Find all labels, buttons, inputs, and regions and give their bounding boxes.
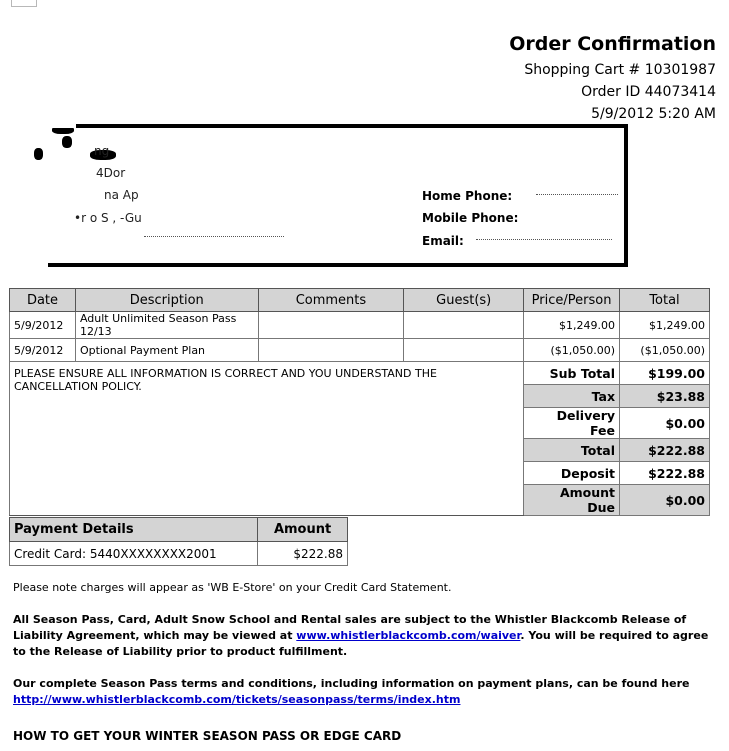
table-row	[10, 542, 348, 566]
summary-label-delivery: Delivery Fee	[524, 408, 620, 439]
summary-label-total: Total	[524, 439, 620, 462]
liability-text-start: All Season Pass, Card, Adult Snow School and Rental sales are subject to the Whistler Blackcomb Release of Liability Agreement, which may be viewed at	[13, 613, 687, 642]
summary-value-deposit: $222.88	[620, 462, 710, 485]
order-table	[9, 288, 710, 516]
mobile-phone-label: Mobile Phone:	[422, 211, 519, 225]
phone-residue	[536, 194, 618, 195]
summary-value-tax: $23.88	[620, 385, 710, 408]
summary-value-amount-due: $0.00	[620, 485, 710, 516]
col-comments: Comments	[258, 289, 404, 312]
summary-value-subtotal: $199.00	[620, 362, 710, 385]
row-price: $1,249.00	[524, 312, 620, 339]
summary-row	[10, 362, 710, 385]
row-total: $1,249.00	[620, 312, 710, 339]
terms-text: Our complete Season Pass terms and conditions, including information on payment plans, can be found here	[13, 677, 690, 690]
liability-text-end: . You will be required to agree to the Release of Liability prior to product fulfillment.	[13, 629, 709, 658]
col-guests: Guest(s)	[404, 289, 524, 312]
whiteout	[48, 259, 100, 263]
email-residue	[476, 239, 612, 240]
col-total: Total	[620, 289, 710, 312]
row-date: 5/9/2012	[10, 312, 76, 339]
summary-value-total: $222.88	[620, 439, 710, 462]
address-fragment: ng	[94, 144, 110, 158]
order-datetime: 5/9/2012 5:20 AM	[591, 106, 716, 122]
waiver-link[interactable]: www.whistlerblackcomb.com/waiver	[296, 629, 521, 642]
row-description: Optional Payment Plan	[75, 339, 258, 362]
cart-number: Shopping Cart # 10301987	[524, 62, 716, 78]
payment-table	[9, 517, 348, 566]
liability-note	[13, 612, 713, 660]
row-date: 5/9/2012	[10, 339, 76, 362]
row-description: Adult Unlimited Season Pass 12/13	[75, 312, 258, 339]
terms-note	[13, 676, 713, 708]
table-row	[10, 312, 710, 339]
table-row	[10, 339, 710, 362]
statement-note: Please note charges will appear as 'WB E-Store' on your Credit Card Statement.	[13, 581, 452, 594]
row-comments	[258, 312, 404, 339]
col-description: Description	[75, 289, 258, 312]
row-guest	[404, 339, 524, 362]
col-price: Price/Person	[524, 289, 620, 312]
address-fragment: na Ap	[104, 188, 139, 202]
order-id: Order ID 44073414	[581, 84, 716, 100]
email-label: Email:	[422, 234, 464, 248]
row-price: ($1,050.00)	[524, 339, 620, 362]
col-date: Date	[10, 289, 76, 312]
section-heading: HOW TO GET YOUR WINTER SEASON PASS OR EDGE CARD	[13, 729, 402, 743]
col-payment-details: Payment Details	[10, 518, 258, 542]
terms-link[interactable]: http://www.whistlerblackcomb.com/tickets/seasonpass/terms/index.htm	[13, 693, 461, 706]
payment-header-row	[10, 518, 348, 542]
summary-label-tax: Tax	[524, 385, 620, 408]
redaction-mark	[62, 136, 72, 148]
row-comments	[258, 339, 404, 362]
summary-label-deposit: Deposit	[524, 462, 620, 485]
contact-box	[48, 124, 628, 267]
address-fragment: •r ο S , -Gu	[74, 211, 142, 225]
address-fragment: 4Dor	[96, 166, 126, 180]
order-header-row	[10, 289, 710, 312]
redaction-mark	[34, 148, 43, 160]
row-guest	[404, 312, 524, 339]
home-phone-label: Home Phone:	[422, 189, 513, 203]
address-residue	[144, 236, 284, 237]
whiteout	[48, 124, 76, 128]
page-title: Order Confirmation	[509, 33, 716, 55]
corner-box	[11, 0, 37, 7]
row-total: ($1,050.00)	[620, 339, 710, 362]
payment-method: Credit Card: 5440XXXXXXXX2001	[10, 542, 258, 566]
summary-value-delivery: $0.00	[620, 408, 710, 439]
payment-amount: $222.88	[258, 542, 348, 566]
summary-label-subtotal: Sub Total	[524, 362, 620, 385]
col-amount: Amount	[258, 518, 348, 542]
summary-label-amount-due: Amount Due	[524, 485, 620, 516]
policy-note: PLEASE ENSURE ALL INFORMATION IS CORRECT AND YOU UNDERSTAND THE CANCELLATION POLICY.	[10, 362, 524, 516]
